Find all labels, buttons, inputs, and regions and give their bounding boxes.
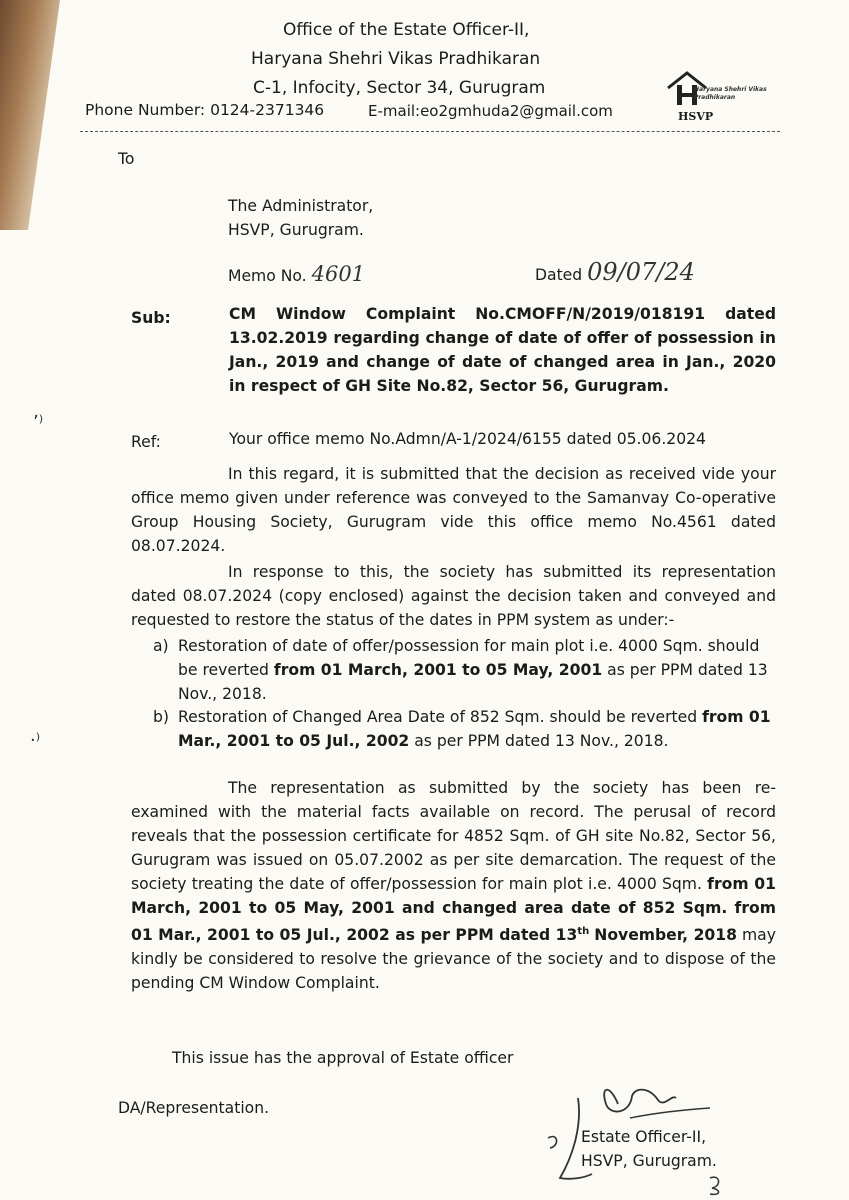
hsvp-logo xyxy=(660,68,790,124)
office-name: Office of the Estate Officer-II, xyxy=(283,20,530,40)
office-address: C-1, Infocity, Sector 34, Gurugram xyxy=(253,78,546,98)
memo-date: 09/07/24 xyxy=(587,258,695,286)
paragraph-3-bold2: November, 2018 xyxy=(594,926,737,945)
item-a-marker: a) xyxy=(153,637,169,655)
item-a-pre: Restoration of date of offer/possession for main plot i.e. 4000 Sqm. should be reverted xyxy=(178,637,760,679)
header-divider xyxy=(80,131,780,132)
addressee-line2: HSVP, Gurugram. xyxy=(228,221,364,239)
item-a-text xyxy=(178,634,776,706)
addressee-line1: The Administrator, xyxy=(228,197,374,215)
item-a-post: as per PPM dated 13 Nov., 2018. xyxy=(178,661,768,703)
email-address: E-mail:eo2gmhuda2@gmail.com xyxy=(368,102,613,120)
date-line xyxy=(535,260,695,287)
paragraph-3 xyxy=(131,776,776,995)
memo-label: Memo No. xyxy=(228,267,307,285)
item-b-post: as per PPM dated 13 Nov., 2018. xyxy=(414,732,669,750)
subject-label: Sub: xyxy=(131,309,171,327)
paragraph-3-post: may kindly be considered to resolve the grievance of the society and to dispose of the pending CM Window Complaint. xyxy=(131,926,776,993)
signatory-office: HSVP, Gurugram. xyxy=(581,1152,717,1170)
item-b-bold: from 01 Mar., 2001 to 05 Jul., 2002 xyxy=(178,708,771,750)
authority-name: Haryana Shehri Vikas Pradhikaran xyxy=(251,49,541,69)
subject-text: CM Window Complaint No.CMOFF/N/2019/018191 dated 13.02.2019 regarding change of date of offer of possession in Jan., 2019 and change of date of changed area in Jan., 2020 in respect of GH Site No.82, Sector 56, Gurugram. xyxy=(229,305,776,395)
signatory-title: Estate Officer-II, xyxy=(581,1128,707,1146)
item-b-marker: b) xyxy=(153,708,169,726)
phone-number: Phone Number: 0124-2371346 xyxy=(85,101,325,119)
page-fold-shadow xyxy=(0,0,60,230)
paragraph-2: In response to this, the society has submitted its representation dated 08.07.2024 (copy enclosed) against the decision taken and conveyed and requested to restore the status of the dates in PPM system as under:- xyxy=(131,563,776,629)
memo-number: 4601 xyxy=(311,262,366,286)
enclosure-note: DA/Representation. xyxy=(118,1099,270,1117)
to-label: To xyxy=(118,150,135,168)
item-a-bold: from 01 March, 2001 to 05 May, 2001 xyxy=(273,661,603,679)
dated-label: Dated xyxy=(535,266,583,284)
paragraph-1: In this regard, it is submitted that the decision as received vide your office memo given under reference was conveyed to the Samanvay Co-operative Group Housing Society, Gurugram vide this office memo No.4561 dated 08.07.2024. xyxy=(131,465,776,555)
margin-punch-mark-2: ·⁾ xyxy=(30,730,41,751)
logo-abbr: HSVP xyxy=(678,110,714,123)
paragraph-3-bold: from 01 March, 2001 to 05 May, 2001 and changed area date of 852 Sqm. from 01 Mar., 2001 to 05 Jul., 2002 as per PPM dated 13 xyxy=(131,875,776,945)
reference-text: Your office memo No.Admn/A-1/2024/6155 dated 05.06.2024 xyxy=(229,430,706,448)
item-b-pre: Restoration of Changed Area Date of 852 Sqm. should be reverted xyxy=(178,708,698,726)
margin-punch-mark: ʼ⁾ xyxy=(33,412,44,433)
reference-label: Ref: xyxy=(131,433,161,451)
logo-text: Haryana Shehri Vikas Pradhikaran xyxy=(694,86,767,101)
paragraph-3-pre: The representation as submitted by the society has been re-examined with the material facts available on record. The perusal of record reveals that the possession certificate for 4852 Sqm. of GH site No.82, Sector 56, Gurugram was issued on 05.07.2002 as per site demarcation. The request of the society treating the date of offer/possession for main plot i.e. 4000 Sqm. xyxy=(131,779,776,893)
approval-note: This issue has the approval of Estate officer xyxy=(172,1049,514,1067)
paragraph-3-sup: th xyxy=(577,926,590,937)
memo-line xyxy=(228,262,365,288)
item-b-text xyxy=(178,705,776,753)
